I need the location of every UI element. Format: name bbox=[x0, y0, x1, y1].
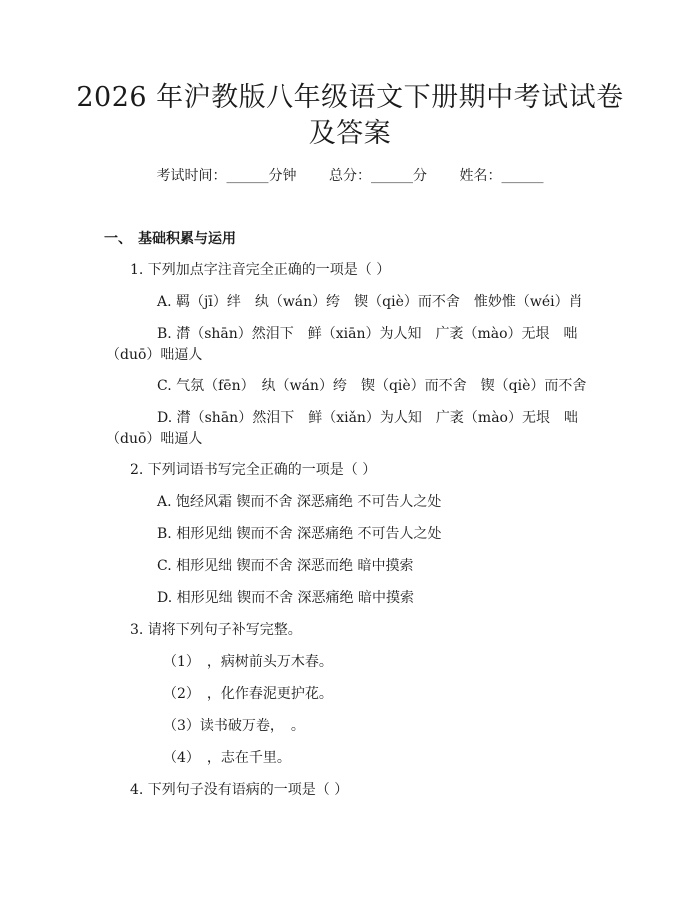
question-4: 4. 下列句子没有语病的一项是（ ） bbox=[130, 782, 349, 798]
exam-title bbox=[0, 80, 700, 152]
q2-option-d: D. 相形见绌 锲而不舍 深恶痛绝 暗中摸索 bbox=[157, 590, 414, 606]
q1-option-d: D. 潸（shān）然泪下 鲜（xiǎn）为人知 广袤（mào）无垠 咄 bbox=[157, 410, 578, 426]
student-name: 姓名：______ bbox=[459, 168, 544, 184]
q2-option-b: B. 相形见绌 锲而不舍 深恶痛绝 不可告人之处 bbox=[157, 526, 442, 542]
q1-option-d-cont: （duō）咄逼人 bbox=[106, 431, 203, 447]
title-line-2: 及答案 bbox=[308, 118, 392, 149]
question-1: 1. 下列加点字注音完全正确的一项是（ ） bbox=[130, 262, 391, 278]
q3-item-3: （3）读书破万卷， 。 bbox=[163, 718, 305, 734]
exam-info bbox=[0, 166, 700, 186]
title-line-1: 2026 年沪教版八年级语文下册期中考试试卷 bbox=[76, 82, 624, 113]
q2-option-a: A. 饱经风霜 锲而不舍 深恶痛绝 不可告人之处 bbox=[157, 494, 442, 510]
question-3: 3. 请将下列句子补写完整。 bbox=[130, 622, 302, 638]
q2-option-c: C. 相形见绌 锲而不舍 深恶而绝 暗中摸索 bbox=[157, 558, 414, 574]
q3-item-1: （1） ，病树前头万木春。 bbox=[163, 654, 333, 670]
section-heading bbox=[104, 229, 236, 249]
q1-option-c: C. 气氛（fēn） 纨（wán）绔 锲（qiè）而不舍 锲（qiè）而不舍 bbox=[157, 378, 587, 394]
q1-option-b-cont: （duō）咄逼人 bbox=[106, 347, 203, 363]
q1-option-b: B. 潸（shān）然泪下 鲜（xiān）为人知 广袤（mào）无垠 咄 bbox=[157, 326, 578, 342]
q1-option-a: A. 羁（jī）绊 纨（wán）绔 锲（qiè）而不舍 惟妙惟（wéi）肖 bbox=[157, 294, 583, 310]
exam-time: 考试时间：______分钟 bbox=[156, 168, 297, 184]
total-score: 总分：______分 bbox=[329, 168, 427, 184]
section-number: 一、 bbox=[104, 231, 132, 247]
q3-item-4: （4） ，志在千里。 bbox=[163, 750, 291, 766]
section-title: 基础积累与运用 bbox=[138, 231, 236, 247]
question-2: 2. 下列词语书写完全正确的一项是（ ） bbox=[130, 462, 377, 478]
q3-item-2: （2） ，化作春泥更护花。 bbox=[163, 686, 333, 702]
